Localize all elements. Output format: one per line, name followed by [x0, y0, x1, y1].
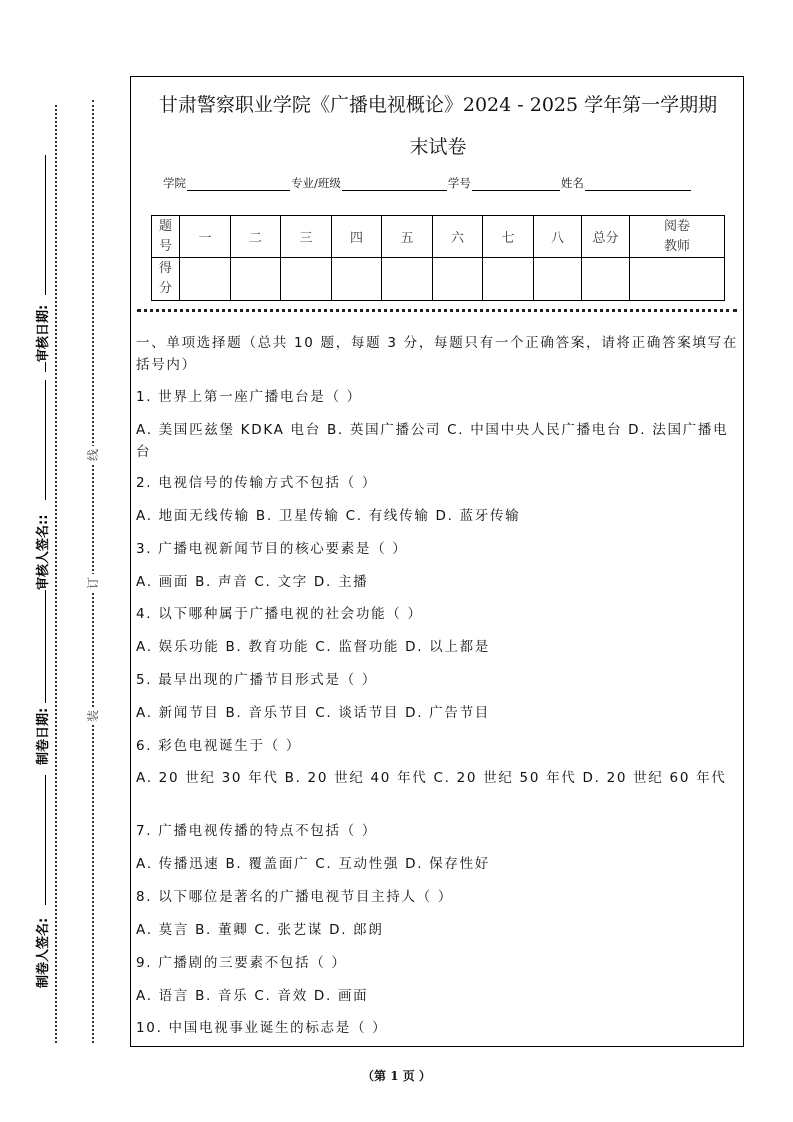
column-header-7: 七	[483, 216, 534, 258]
header-char: 分	[158, 281, 172, 296]
section-separator	[137, 309, 737, 312]
score-cell-3[interactable]	[281, 258, 332, 301]
reviewer-signature-underline[interactable]	[45, 380, 46, 500]
column-header-6: 六	[433, 216, 483, 258]
major-class-field[interactable]	[342, 178, 447, 191]
question-4: 4. 以下哪种属于广播电视的社会功能（ ）	[136, 606, 423, 622]
question-5-options: A. 新闻节目 B. 音乐节目 C. 谈话节目 D. 广告节目	[136, 705, 490, 721]
question-6: 6. 彩色电视诞生于（ ）	[136, 738, 302, 754]
cut-mark-bind: 装	[84, 707, 102, 725]
question-9: 9. 广播剧的三要素不包括（ ）	[136, 955, 347, 971]
score-cell-6[interactable]	[433, 258, 483, 301]
review-date-label: 审核日期:	[36, 304, 51, 362]
column-header-1: 一	[180, 216, 231, 258]
header-char: 题	[158, 218, 172, 234]
grader-label-line2: 教师	[663, 238, 690, 254]
name-field[interactable]	[585, 178, 691, 191]
question-7: 7. 广播电视传播的特点不包括（ ）	[136, 823, 378, 839]
exam-paper-frame	[130, 76, 744, 1047]
student-id-field[interactable]	[472, 178, 560, 191]
score-cell-8[interactable]	[534, 258, 582, 301]
score-cell-1[interactable]	[180, 258, 231, 301]
student-info-row	[163, 175, 692, 191]
name-label: 姓名	[560, 176, 584, 190]
question-9-options: A. 语言 B. 音乐 C. 音效 D. 画面	[136, 988, 369, 1004]
reviewer-signature-label: 审核人签名::	[36, 514, 51, 590]
exam-title-line2: 末试卷	[409, 136, 467, 158]
question-8-options: A. 莫言 B. 董卿 C. 张艺谋 D. 郎朗	[136, 922, 384, 938]
binding-dotted-line-inner	[92, 100, 94, 1043]
question-1-options: A. 美国匹兹堡 KDKA 电台 B. 英国广播公司 C. 中国中央人民广播电台 D. 法国广播电台	[136, 422, 729, 460]
score-cell-grader[interactable]	[630, 258, 725, 301]
question-6-options: A. 20 世纪 30 年代 B. 20 世纪 40 年代 C. 20 世纪 50 年代 D. 20 世纪 60 年代	[136, 770, 727, 786]
score-table	[151, 215, 725, 301]
question-2: 2. 电视信号的传输方式不包括（ ）	[136, 475, 378, 491]
college-label: 学院	[163, 176, 186, 190]
question-3-options: A. 画面 B. 声音 C. 文字 D. 主播	[136, 574, 369, 590]
score-cell-4[interactable]	[332, 258, 382, 301]
question-2-options: A. 地面无线传输 B. 卫星传输 C. 有线传输 D. 蓝牙传输	[136, 508, 521, 524]
column-header-4: 四	[332, 216, 382, 258]
college-field[interactable]	[187, 178, 290, 191]
column-header-5: 五	[382, 216, 433, 258]
score-table-header-row	[152, 216, 725, 258]
review-date-underline-tail	[45, 362, 46, 372]
question-4-options: A. 娱乐功能 B. 教育功能 C. 监督功能 D. 以上都是	[136, 639, 490, 655]
page-number: （第 1 页 ）	[362, 1069, 431, 1083]
review-date-underline[interactable]	[45, 155, 46, 295]
paper-date-underline[interactable]	[45, 775, 46, 905]
student-id-label: 学号	[447, 176, 471, 190]
column-header-2: 二	[231, 216, 281, 258]
question-5: 5. 最早出现的广播节目形式是（ ）	[136, 672, 378, 688]
header-char: 得	[158, 261, 172, 276]
column-header-grader	[630, 216, 725, 258]
score-cell-5[interactable]	[382, 258, 433, 301]
column-header-total: 总分	[582, 216, 630, 258]
header-char: 号	[158, 238, 172, 254]
score-cell-7[interactable]	[483, 258, 534, 301]
binding-dotted-line-outer	[55, 105, 57, 1043]
major-class-label: 专业/班级	[291, 176, 341, 190]
column-header-3: 三	[281, 216, 332, 258]
question-10: 10. 中国电视事业诞生的标志是（ ）	[136, 1020, 388, 1036]
question-number-header	[152, 216, 180, 258]
cut-mark-line: 线	[84, 446, 102, 464]
column-header-8: 八	[534, 216, 582, 258]
reviewer-signature-underline-tail	[45, 590, 46, 695]
question-8: 8. 以下哪位是著名的广播电视节目主持人（ ）	[136, 889, 454, 905]
score-table-score-row	[152, 258, 725, 301]
question-1: 1. 世界上第一座广播电台是（ ）	[136, 389, 362, 405]
question-3: 3. 广播电视新闻节目的核心要素是（ ）	[136, 541, 408, 557]
paper-date-label: 制卷日期:	[36, 707, 51, 765]
paper-maker-signature-label: 制卷人签名:	[36, 917, 51, 988]
cut-mark-staple: 订	[84, 574, 102, 592]
section-heading: 一、单项选择题（总共 10 题，每题 3 分，每题只有一个正确答案，请将正确答案填写在括号内）	[136, 335, 739, 373]
score-cell-total[interactable]	[582, 258, 630, 301]
score-row-header	[152, 258, 180, 301]
paper-date-underline-top	[45, 695, 46, 703]
grader-label-line1: 阅卷	[663, 218, 690, 234]
question-7-options: A. 传播迅速 B. 覆盖面广 C. 互动性强 D. 保存性好	[136, 856, 490, 872]
score-cell-2[interactable]	[231, 258, 281, 301]
exam-title-line1: 甘肃警察职业学院《广播电视概论》2024 - 2025 学年第一学期期	[158, 94, 718, 116]
